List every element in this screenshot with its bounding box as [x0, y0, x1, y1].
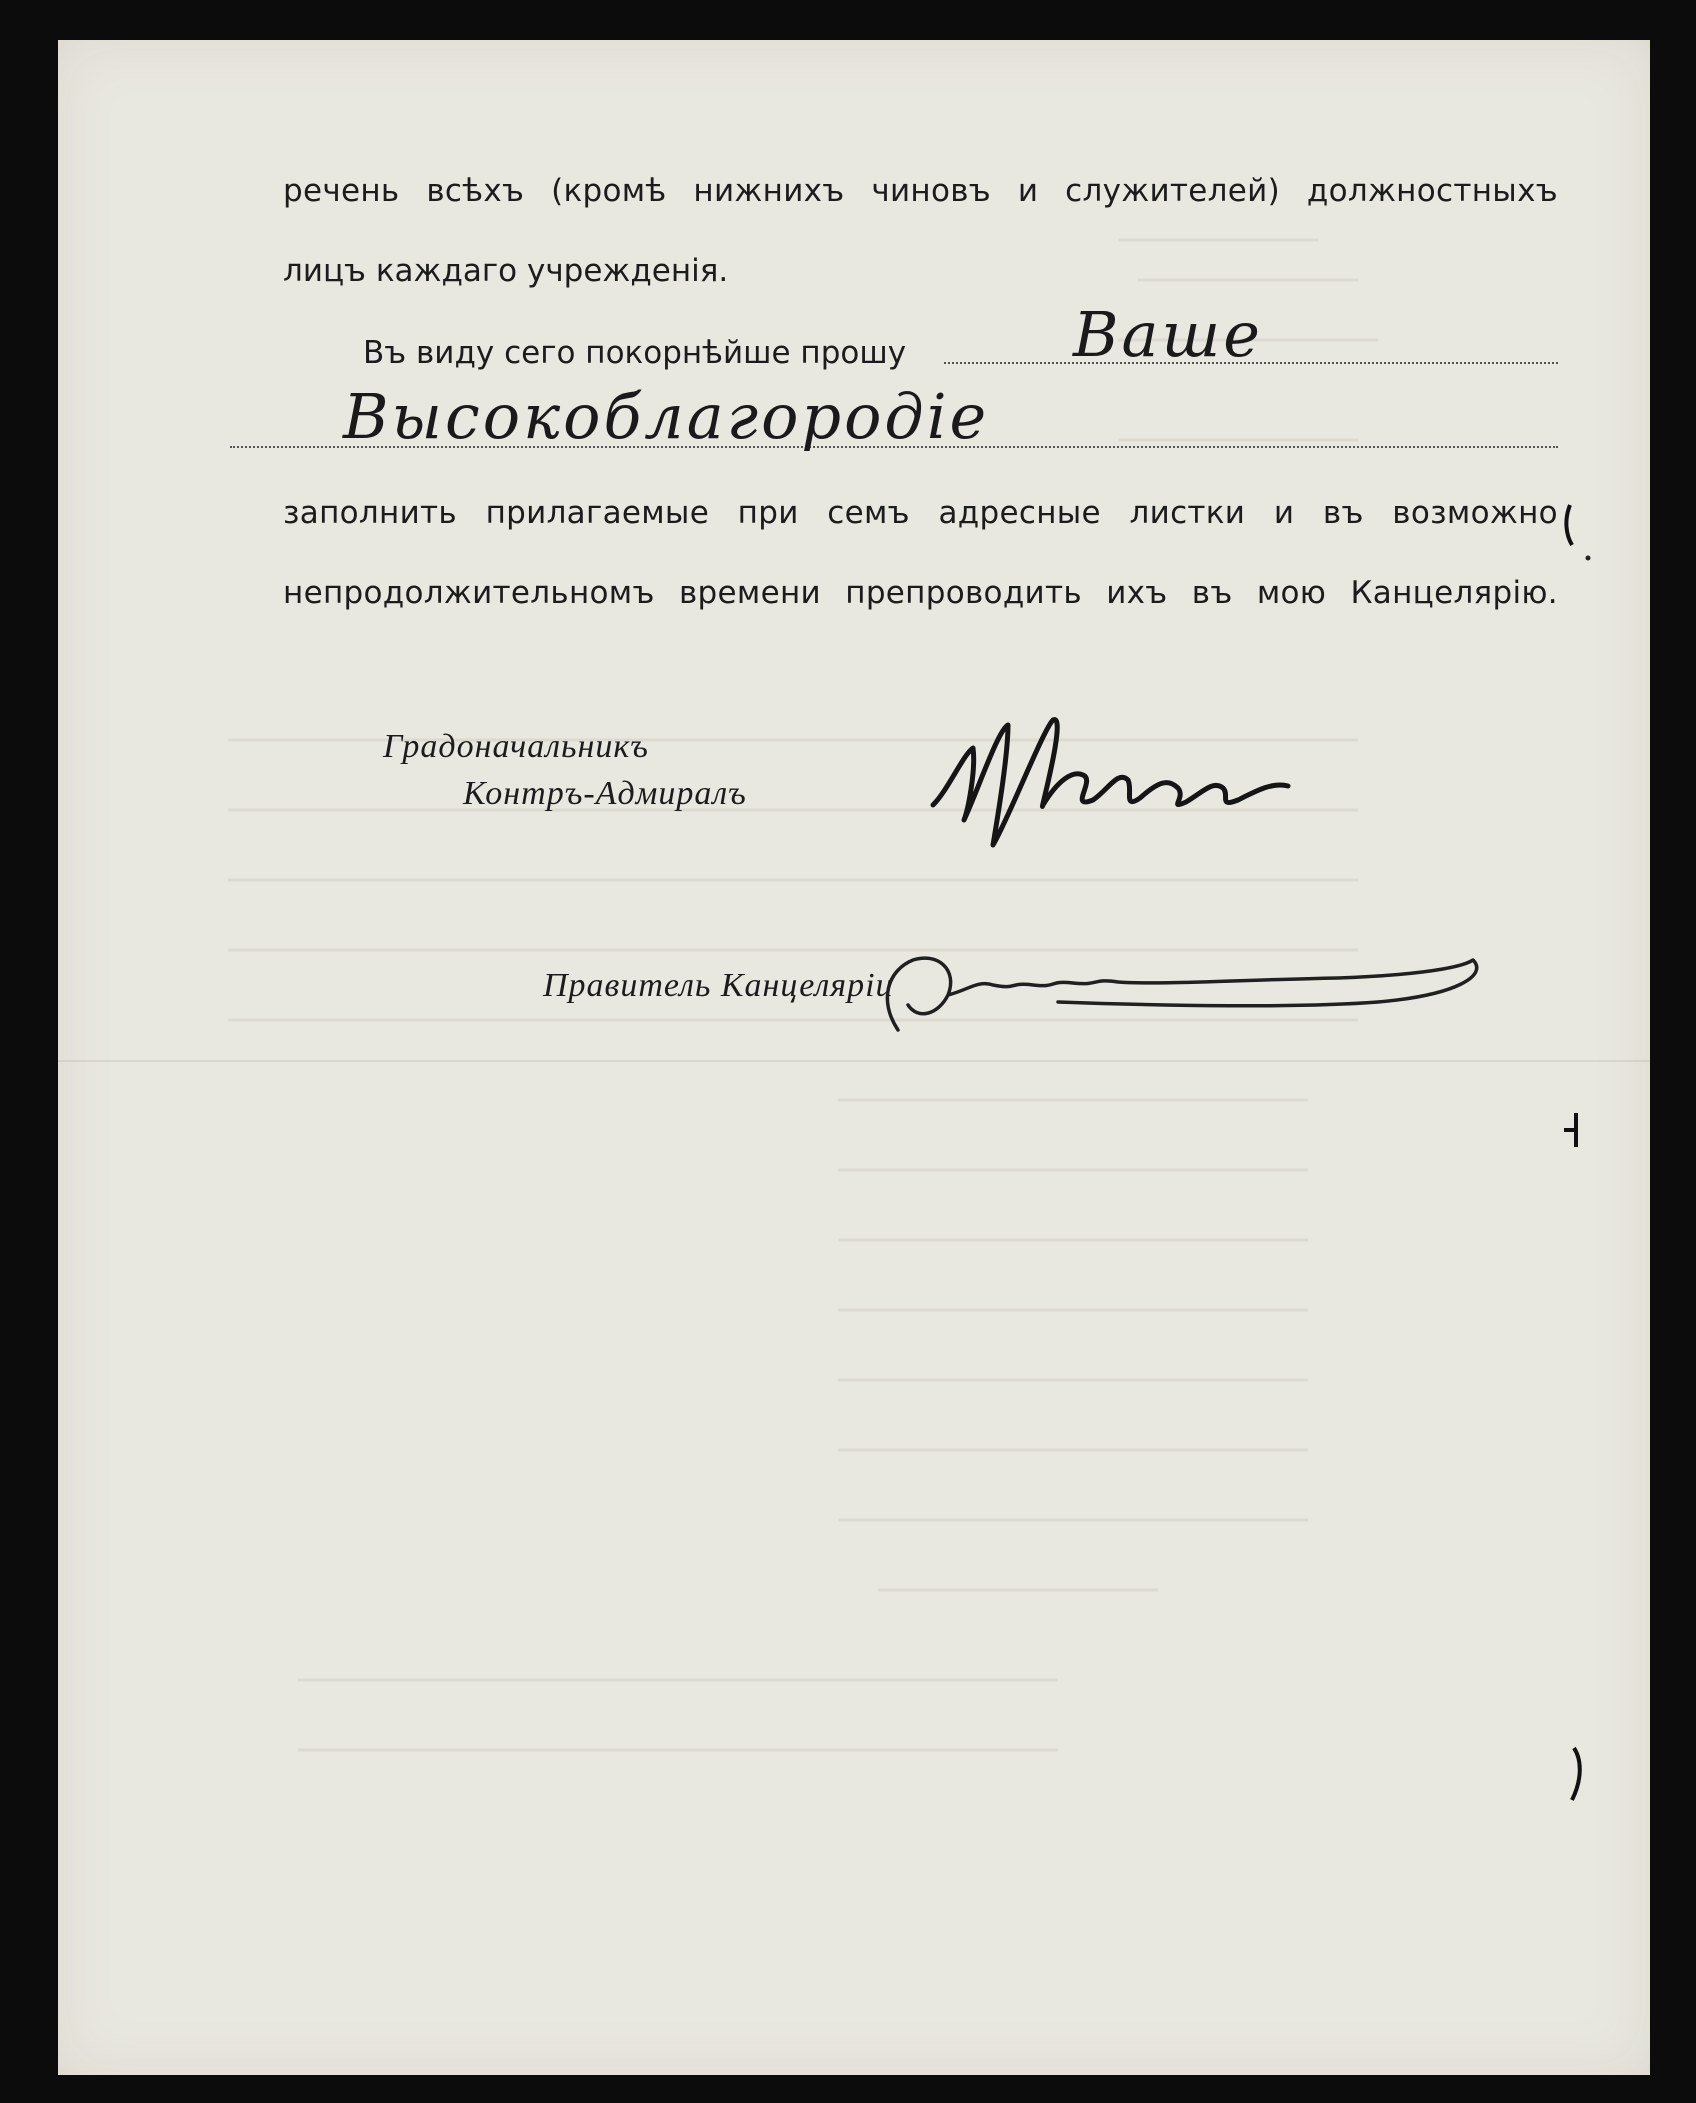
word: времени: [678, 575, 821, 611]
word: служителей): [1065, 173, 1280, 209]
word: и: [1017, 173, 1039, 209]
chancery-signature: [818, 910, 1518, 1060]
word: и: [1273, 495, 1295, 531]
word: прилагаемые: [485, 495, 710, 531]
handwritten-address-1: Ваше: [1073, 298, 1263, 371]
signatory-title-1: Градоначальникъ: [383, 728, 649, 765]
paragraph-1-line-2: лицъ каждаго учрежденія.: [283, 253, 729, 289]
word: нижнихъ: [693, 173, 845, 209]
word: Канцелярію.: [1350, 575, 1558, 611]
word: ихъ: [1106, 575, 1168, 611]
paper-nick-mark: [1560, 1740, 1600, 1810]
word: листки: [1129, 495, 1246, 531]
chancery-director-title: Правитель Канцеляріи: [543, 967, 894, 1004]
governor-signature: [868, 670, 1368, 880]
signatory-title-2: Контръ-Адмиралъ: [463, 775, 747, 812]
word: при: [737, 495, 799, 531]
word: семъ: [827, 495, 910, 531]
request-prefix: Въ виду сего покорнѣйше прошу: [363, 335, 907, 371]
word: заполнить: [283, 495, 457, 531]
paper-fold-line: [58, 1060, 1650, 1062]
word: непродолжительномъ: [283, 575, 655, 611]
paper-nick-mark: [1558, 1105, 1598, 1155]
word: должностныхъ: [1306, 173, 1558, 209]
word: мою: [1256, 575, 1327, 611]
document-sheet: [58, 40, 1650, 2075]
word: речень: [283, 173, 400, 209]
handwritten-address-2: Высокоблагородіе: [343, 380, 990, 453]
word: адресные: [938, 495, 1101, 531]
paper-nick-mark: [1558, 500, 1598, 570]
paragraph-3-line-1: [283, 495, 1558, 531]
word: всѣхъ: [426, 173, 525, 209]
paragraph-3-line-2: [283, 575, 1558, 611]
word: въ: [1322, 495, 1364, 531]
word: возможно: [1392, 495, 1558, 531]
word: препроводить: [845, 575, 1082, 611]
word: въ: [1191, 575, 1233, 611]
paragraph-1-line-1: [283, 173, 1558, 209]
word: (кромѣ: [551, 173, 667, 209]
word: чиновъ: [871, 173, 992, 209]
